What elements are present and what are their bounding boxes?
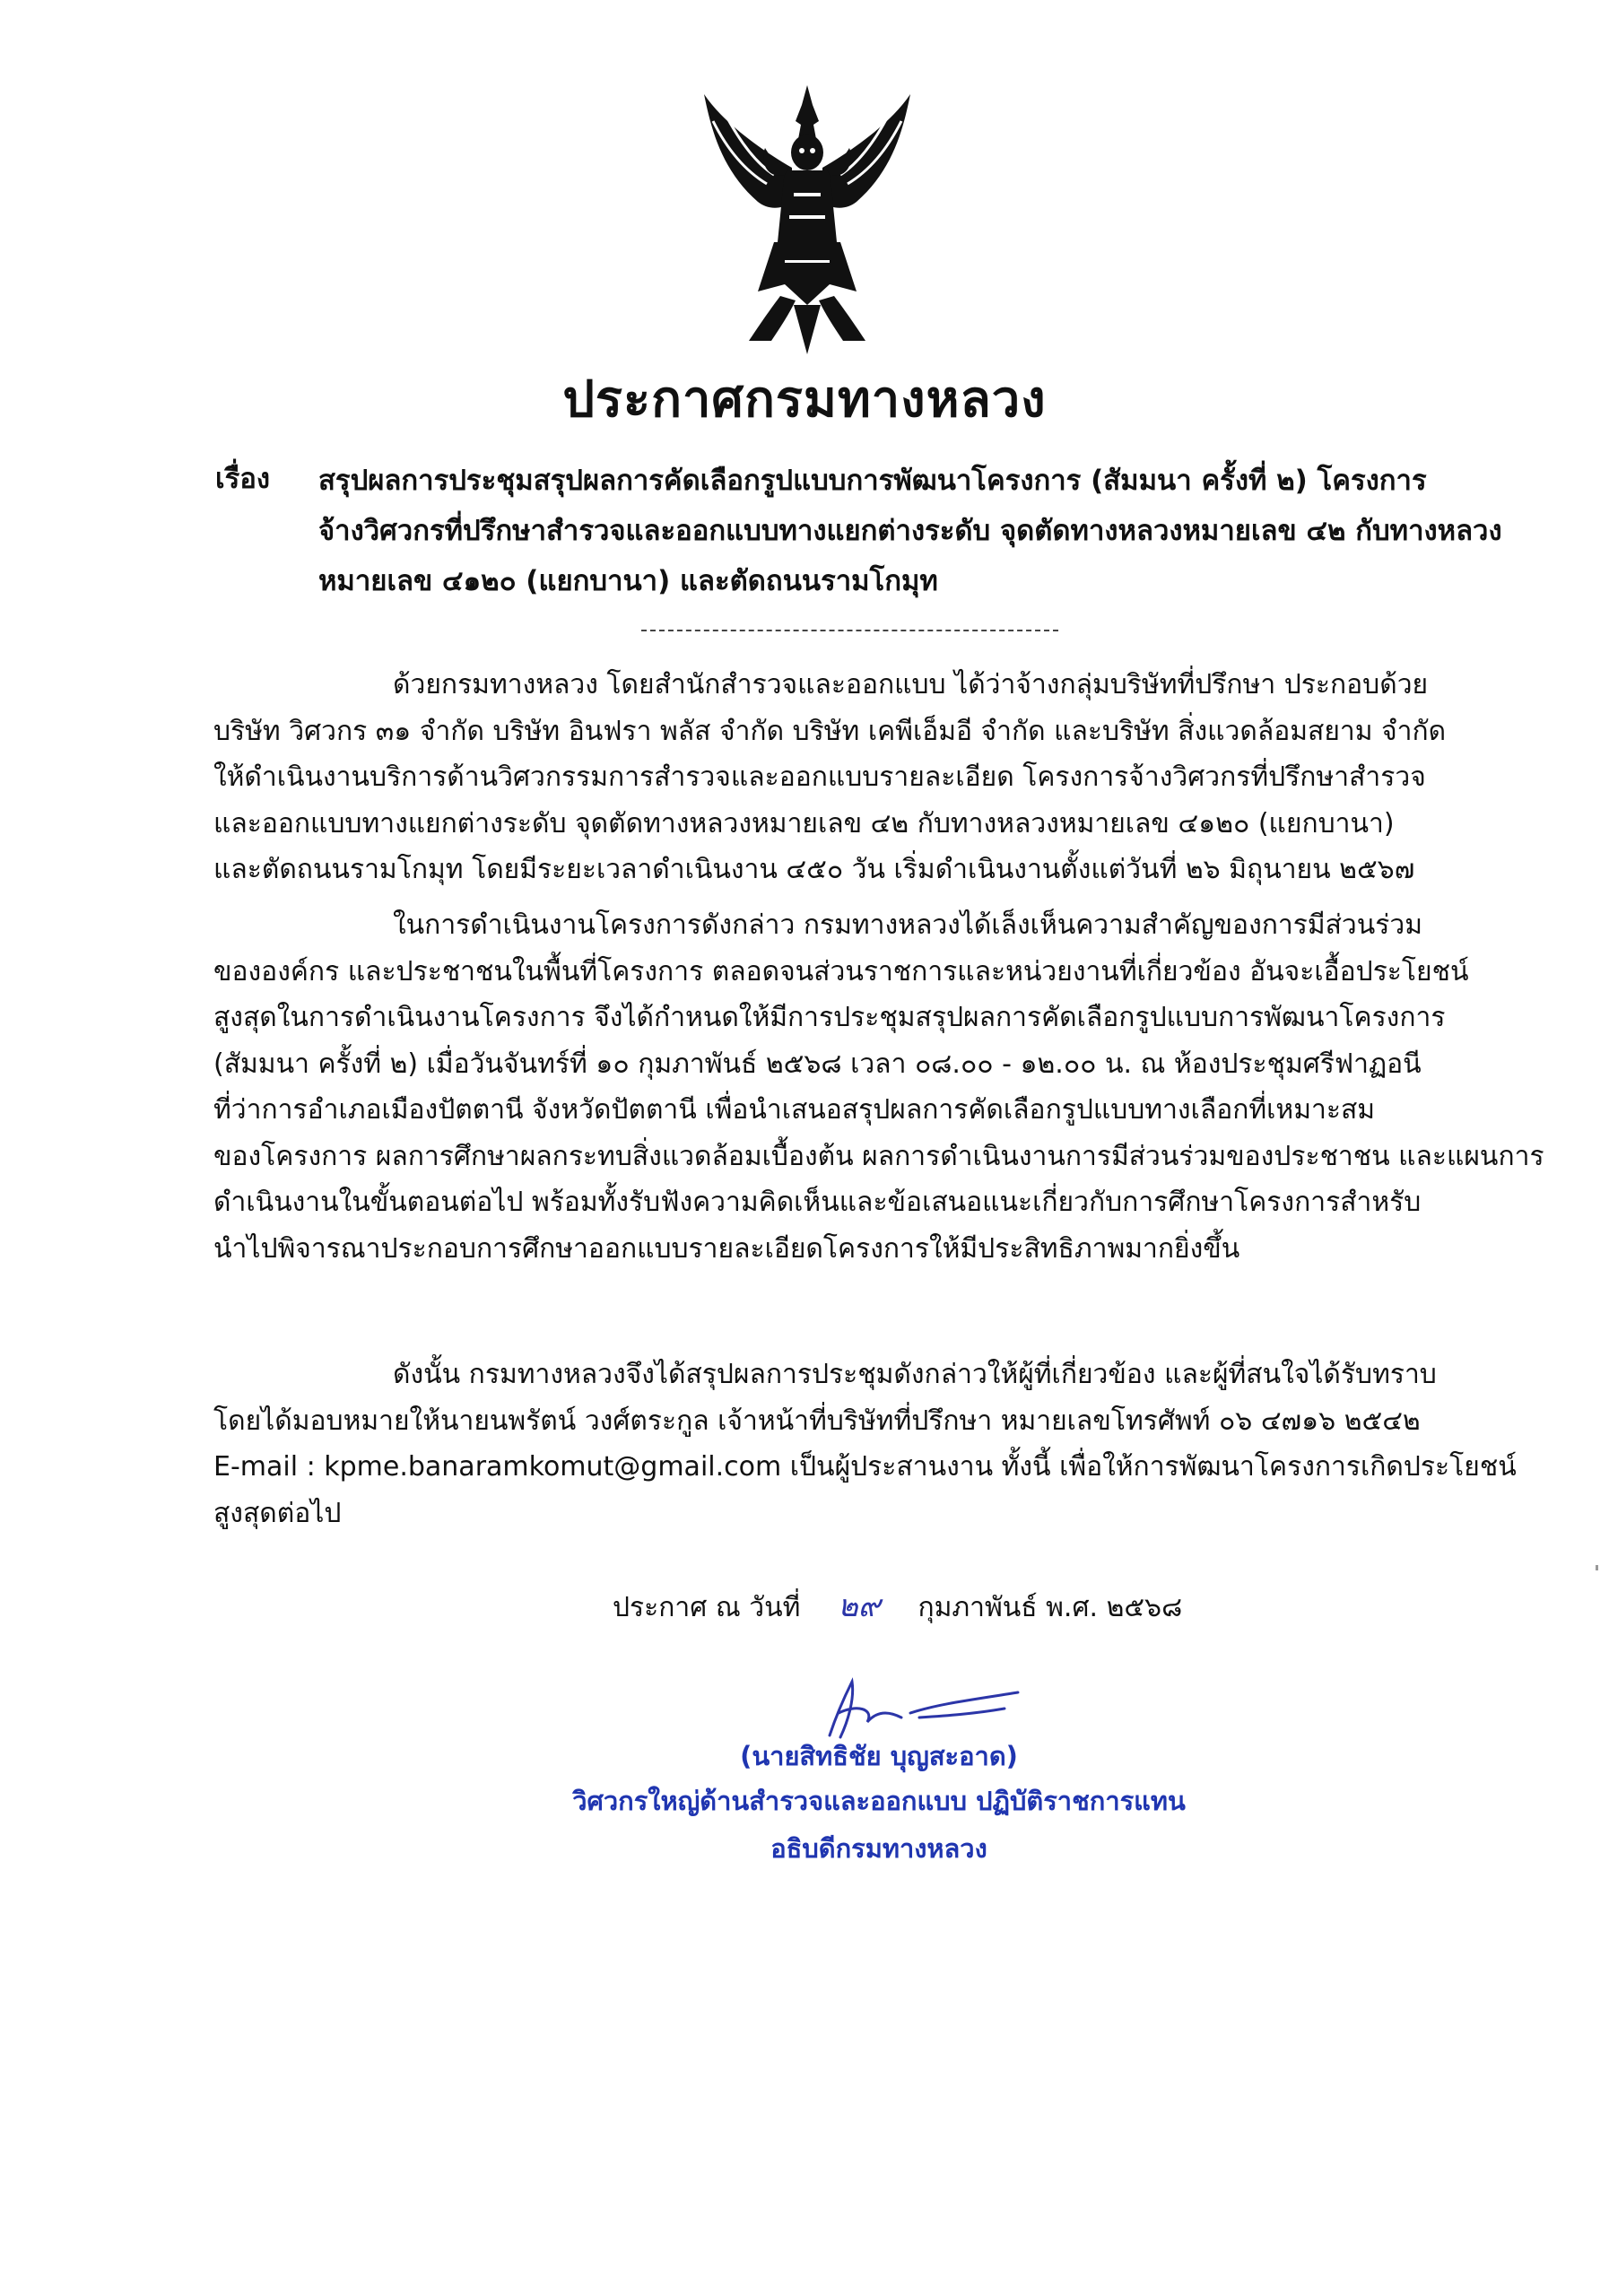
paragraph-line: ในการดำเนินงานโครงการดังกล่าว กรมทางหลวงได้เล็งเห็นความสำคัญของการมีส่วนร่วม bbox=[393, 909, 1423, 941]
subject-text bbox=[318, 456, 1502, 606]
paragraph-line: บริษัท วิศวกร ๓๑ จำกัด บริษัท อินฟรา พลัส จำกัด บริษัท เคพีเอ็มอี จำกัด และบริษัท สิ่งแวดล้อมสยาม จำกัด bbox=[213, 715, 1447, 747]
page-title: ประกาศกรมทางหลวง bbox=[562, 370, 1047, 429]
paragraph-line: และออกแบบทางแยกต่างระดับ จุดตัดทางหลวงหมายเลข ๔๒ กับทางหลวงหมายเลข ๔๑๒๐ (แยกบานา) bbox=[213, 807, 1395, 839]
paragraph-line: (สัมมนา ครั้งที่ ๒) เมื่อวันจันทร์ที่ ๑๐ กุมภาพันธ์ ๒๕๖๘ เวลา ๐๘.๐๐ - ๑๒.๐๐ น. ณ ห้องประชุมศรีฟาฏอนี bbox=[213, 1048, 1422, 1080]
paragraph-line: นำไปพิจารณาประกอบการศึกษาออกแบบรายละเอียดโครงการให้มีประสิทธิภาพมากยิ่งขึ้น bbox=[213, 1232, 1240, 1265]
signatory-position: วิศวกรใหญ่ด้านสำรวจและออกแบบ ปฏิบัติราชการแทน bbox=[572, 1786, 1186, 1816]
date-month-year: กุมภาพันธ์ พ.ศ. ๒๕๖๘ bbox=[918, 1592, 1183, 1623]
signatory-name: (นายสิทธิชัย บุญสะอาด) bbox=[740, 1741, 1018, 1771]
subject-line: หมายเลข ๔๑๒๐ (แยกบานา) และตัดถนนรามโกมุท bbox=[318, 565, 938, 597]
paragraph-line: ดังนั้น กรมทางหลวงจึงได้สรุปผลการประชุมดังกล่าวให้ผู้ที่เกี่ยวข้อง และผู้ที่สนใจได้รับทราบ bbox=[393, 1359, 1437, 1390]
paragraph-line: โดยได้มอบหมายให้นายนพรัตน์ วงศ์ตระกูล เจ้าหน้าที่บริษัทที่ปรึกษา หมายเลขโทรศัพท์ ๐๖ ๔๗๑๖ ๒๕๔๒ bbox=[213, 1405, 1421, 1437]
dashed-divider bbox=[641, 630, 1058, 631]
paragraph-line: ที่ว่าการอำเภอเมืองปัตตานี จังหวัดปัตตานี เพื่อนำเสนอสรุปผลการคัดเลือกรูปแบบทางเลือกที่เหมาะสม bbox=[213, 1094, 1376, 1126]
subject-line: สรุปผลการประชุมสรุปผลการคัดเลือกรูปแบบการพัฒนาโครงการ (สัมมนา ครั้งที่ ๒) โครงการ bbox=[318, 465, 1427, 497]
paragraph-line: ด้วยกรมทางหลวง โดยสำนักสำรวจและออกแบบ ได้ว่าจ้างกลุ่มบริษัทที่ปรึกษา ประกอบด้วย bbox=[393, 669, 1429, 700]
paragraph-line: ขององค์กร และประชาชนในพื้นที่โครงการ ตลอดจนส่วนราชการและหน่วยงานที่เกี่ยวข้อง อันจะเอื้อประโยชน์ bbox=[213, 955, 1469, 987]
announcement-date bbox=[613, 1581, 1182, 1630]
paragraph-1 bbox=[213, 662, 1475, 893]
paragraph-line: สูงสุดต่อไป bbox=[213, 1497, 342, 1529]
scan-mark bbox=[1596, 1565, 1598, 1570]
paragraph-line: ให้ดำเนินงานบริการด้านวิศวกรรมการสำรวจและออกแบบรายละเอียด โครงการจ้างวิศวกรที่ปรึกษาสำรวจ bbox=[213, 761, 1426, 793]
garuda-emblem-icon bbox=[695, 85, 919, 354]
paragraph-line: และตัดถนนรามโกมุท โดยมีระยะเวลาดำเนินงาน ๔๕๐ วัน เริ่มดำเนินงานตั้งแต่วันที่ ๒๖ มิถุนายน ๒๕๖๗ bbox=[213, 854, 1415, 885]
paragraph-line: ของโครงการ ผลการศึกษาผลกระทบสิ่งแวดล้อมเบื้องต้น ผลการดำเนินงานการมีส่วนร่วมของประชาชน และแผนการ bbox=[213, 1140, 1544, 1172]
paragraph-line: ดำเนินงานในขั้นตอนต่อไป พร้อมทั้งรับฟังความคิดเห็นและข้อเสนอแนะเกี่ยวกับการศึกษาโครงการสำหรับ bbox=[213, 1187, 1422, 1218]
signature-icon bbox=[812, 1673, 1027, 1744]
paragraph-3 bbox=[213, 1352, 1517, 1536]
date-day-handwritten: ๒๙ bbox=[838, 1588, 881, 1624]
paragraph-line: E-mail : kpme.banaramkomut@gmail.com เป็นผู้ประสานงาน ทั้งนี้ เพื่อให้การพัฒนาโครงการเกิดประโยชน์ bbox=[213, 1451, 1517, 1483]
subject-label: เรื่อง bbox=[215, 463, 271, 495]
subject-line: จ้างวิศวกรที่ปรึกษาสำรวจและออกแบบทางแยกต่างระดับ จุดตัดทางหลวงหมายเลข ๔๒ กับทางหลวง bbox=[318, 515, 1502, 547]
paragraph-2 bbox=[213, 902, 1544, 1272]
paragraph-line: สูงสุดในการดำเนินงานโครงการ จึงได้กำหนดให้มีการประชุมสรุปผลการคัดเลือกรูปแบบการพัฒนาโครงการ bbox=[213, 1002, 1446, 1033]
signatory-organization: อธิบดีกรมทางหลวง bbox=[770, 1833, 987, 1864]
date-prefix: ประกาศ ณ วันที่ bbox=[613, 1592, 801, 1623]
